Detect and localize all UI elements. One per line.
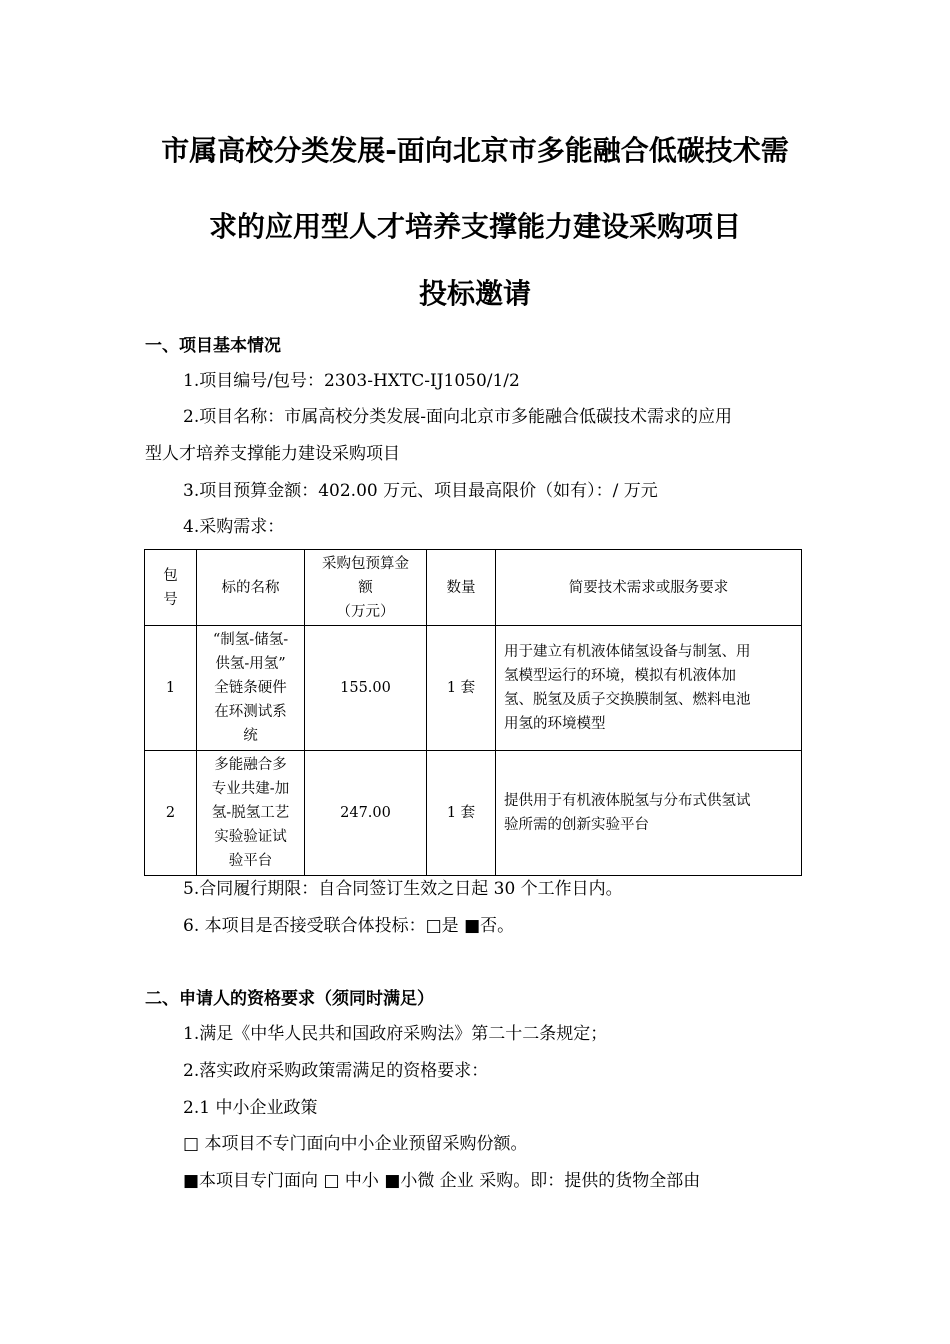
cell-quantity: 1 套 [427, 751, 496, 876]
consortium-bid-option: 6. 本项目是否接受联合体投标：□是 ■否。 [183, 916, 515, 936]
cell-package-no: 1 [145, 626, 197, 751]
sme-option-not-reserved: □ 本项目不专门面向中小企业预留采购份额。 [183, 1134, 528, 1154]
cell-requirements: 提供用于有机液体脱氢与分布式供氢试 验所需的创新实验平台 [496, 751, 802, 876]
procurement-table [144, 549, 802, 876]
section-1-heading: 一、项目基本情况 [145, 336, 281, 356]
project-number: 1.项目编号/包号：2303-HXTC-IJ1050/1/2 [183, 371, 520, 391]
project-name-line-1: 2.项目名称：市属高校分类发展-面向北京市多能融合低碳技术需求的应用 [183, 407, 732, 427]
cell-quantity: 1 套 [427, 626, 496, 751]
table-row [145, 751, 802, 876]
table-header-row [145, 550, 802, 626]
header-requirements: 简要技术需求或服务要求 [496, 550, 802, 626]
cell-budget: 155.00 [305, 626, 427, 751]
qualification-item-2: 2.落实政府采购政策需满足的资格要求： [183, 1061, 489, 1081]
cell-item-name: “制氢-储氢- 供氢-用氢” 全链条硬件 在环测试系 统 [197, 626, 305, 751]
cell-budget: 247.00 [305, 751, 427, 876]
table-row [145, 626, 802, 751]
sme-option-reserved: ■本项目专门面向 □ 中小 ■小微 企业 采购。即：提供的货物全部由 [183, 1171, 701, 1191]
contract-period: 5.合同履行期限：自合同签订生效之日起 30 个工作日内。 [183, 879, 623, 899]
document-title-line-2: 求的应用型人才培养支撑能力建设采购项目 [208, 210, 741, 243]
header-budget: 采购包预算金 额 （万元） [305, 550, 427, 626]
header-item-name: 标的名称 [197, 550, 305, 626]
cell-item-name: 多能融合多 专业共建-加 氢-脱氢工艺 实验验证试 验平台 [197, 751, 305, 876]
sme-policy-heading: 2.1 中小企业政策 [183, 1098, 318, 1118]
section-2-heading: 二、申请人的资格要求（须同时满足） [145, 989, 434, 1009]
document-title-line-1: 市属高校分类发展-面向北京市多能融合低碳技术需 [161, 134, 789, 167]
cell-requirements: 用于建立有机液体储氢设备与制氢、用 氢模型运行的环境，模拟有机液体加 氢、脱氢及质子交换膜制氢、燃料电池 用氢的环境模型 [496, 626, 802, 751]
cell-package-no: 2 [145, 751, 197, 876]
header-quantity: 数量 [427, 550, 496, 626]
procurement-needs-label: 4.采购需求： [183, 517, 285, 537]
project-budget: 3.项目预算金额：402.00 万元、项目最高限价（如有）：/ 万元 [183, 481, 658, 501]
project-name-line-2: 型人才培养支撑能力建设采购项目 [145, 444, 400, 464]
header-package-no: 包 号 [145, 550, 197, 626]
qualification-item-1: 1.满足《中华人民共和国政府采购法》第二十二条规定； [183, 1024, 608, 1044]
document-title-line-3: 投标邀请 [418, 277, 531, 310]
